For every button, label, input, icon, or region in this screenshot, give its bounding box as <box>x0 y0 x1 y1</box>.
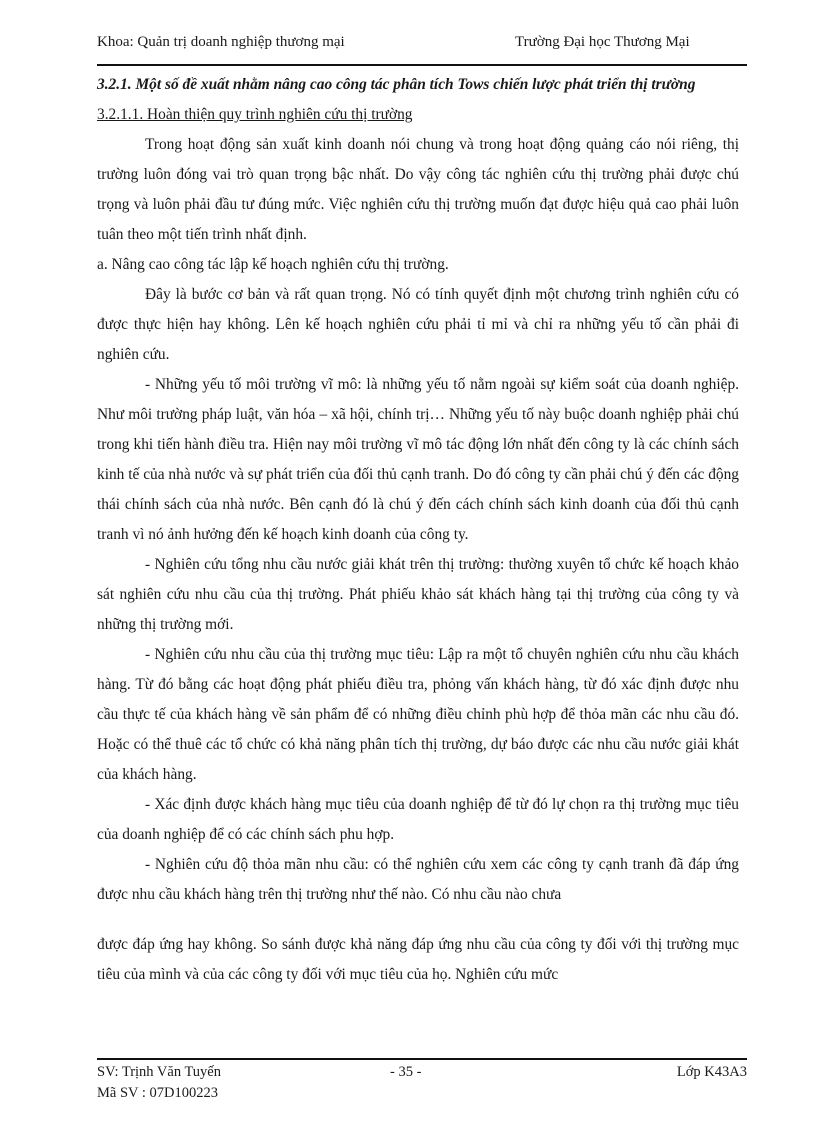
footer-student: SV: Trịnh Văn Tuyến <box>97 1064 221 1080</box>
paragraph-satisfaction: - Nghiên cứu độ thỏa mãn nhu cầu: có thể nghiên cứu xem các công ty cạnh tranh đã đáp ứng được nhu cầu khách hàng trên thị trường như thế nào. Có nhu cầu nào chưa <box>97 856 739 903</box>
paragraph-planning: Đây là bước cơ bản và rất quan trọng. Nó có tính quyết định một chương trình nghiên cứu có được thực hiện hay không. Lên kế hoạch nghiên cứu phải tỉ mỉ và chỉ ra những yếu tố cần phải đi nghiên cứu. <box>97 286 739 363</box>
page-header <box>97 34 747 64</box>
header-faculty: Khoa: Quản trị doanh nghiệp thương mại <box>97 34 345 50</box>
document-body <box>97 70 739 990</box>
footer-class: Lớp K43A3 <box>676 1064 747 1080</box>
section-title: 3.2.1. Một số đề xuất nhằm nâng cao công tác phân tích Tows chiến lược phát triển thị trường <box>97 76 696 93</box>
paragraph-target-customers: - Xác định được khách hàng mục tiêu của doanh nghiệp để từ đó lự chọn ra thị trường mục tiêu của doanh nghiệp để có các chính sách phu hợp. <box>97 796 739 843</box>
header-university: Trường Đại học Thương Mại <box>515 34 690 50</box>
footer-student-id: Mã SV : 07D100223 <box>97 1085 218 1101</box>
footer-divider <box>97 1058 747 1060</box>
paragraph-continuation: được đáp ứng hay không. So sánh được khả năng đáp ứng nhu cầu của công ty đối với thị trường mục tiêu của mình và của các công ty đối với mục tiêu của họ. Nghiên cứu mức <box>97 936 739 983</box>
item-a-heading: a. Nâng cao công tác lập kế hoạch nghiên cứu thị trường. <box>97 256 449 273</box>
paragraph-target-demand: - Nghiên cứu nhu cầu của thị trường mục tiêu: Lập ra một tổ chuyên nghiên cứu nhu cầu khách hàng. Từ đó bằng các hoạt động phát phiếu điều tra, phỏng vấn khách hàng, từ đó xác định được nhu cầu thực tế của khách hàng về sản phẩm để có những điều chỉnh phù hợp để thỏa mãn các nhu cầu đó. Hoặc có thể thuê các tổ chức có khả năng phân tích thị trường, dự báo được các nhu cầu nước giải khát của khách hàng. <box>97 646 739 783</box>
subsection-title: 3.2.1.1. Hoàn thiện quy trình nghiên cứu thị trường <box>97 106 413 123</box>
footer-page-number: - 35 - <box>390 1064 422 1080</box>
page-gap <box>97 910 739 930</box>
header-divider <box>97 64 747 66</box>
paragraph-intro: Trong hoạt động sản xuất kinh doanh nói chung và trong hoạt động quảng cáo nói riêng, thị trường luôn đóng vai trò quan trọng bậc nhất. Do vậy công tác nghiên cứu thị trường phải được chú trọng và luôn phải đầu tư đúng mức. Việc nghiên cứu thị trường muốn đạt được hiệu quả cao phải luôn tuân theo một tiến trình nhất định. <box>97 136 739 243</box>
paragraph-total-demand: - Nghiên cứu tổng nhu cầu nước giải khát trên thị trường: thường xuyên tổ chức kế hoạch khảo sát nghiên cứu nhu cầu của thị trường. Phát phiếu khảo sát khách hàng tại thị trường của công ty và những thị trường mới. <box>97 556 739 633</box>
paragraph-macro-factors: - Những yếu tố môi trường vĩ mô: là những yếu tố nằm ngoài sự kiểm soát của doanh nghiệp. Như môi trường pháp luật, văn hóa – xã hội, chính trị… Những yếu tố này buộc doanh nghiệp phải chú trong khi tiến hành điều tra. Hiện nay môi trường vĩ mô tác động lớn nhất đến công ty là các chính sách kinh tế của nhà nước và sự phát triển của đối thủ cạnh tranh. Do đó công ty cần phải chú ý đến các động thái chính sách của nhà nước. Bên cạnh đó là chú ý đến cách chính sách kinh doanh của đối thủ cạnh tranh vì nó ảnh hưởng đến kế hoạch kinh doanh của công ty. <box>97 376 739 543</box>
